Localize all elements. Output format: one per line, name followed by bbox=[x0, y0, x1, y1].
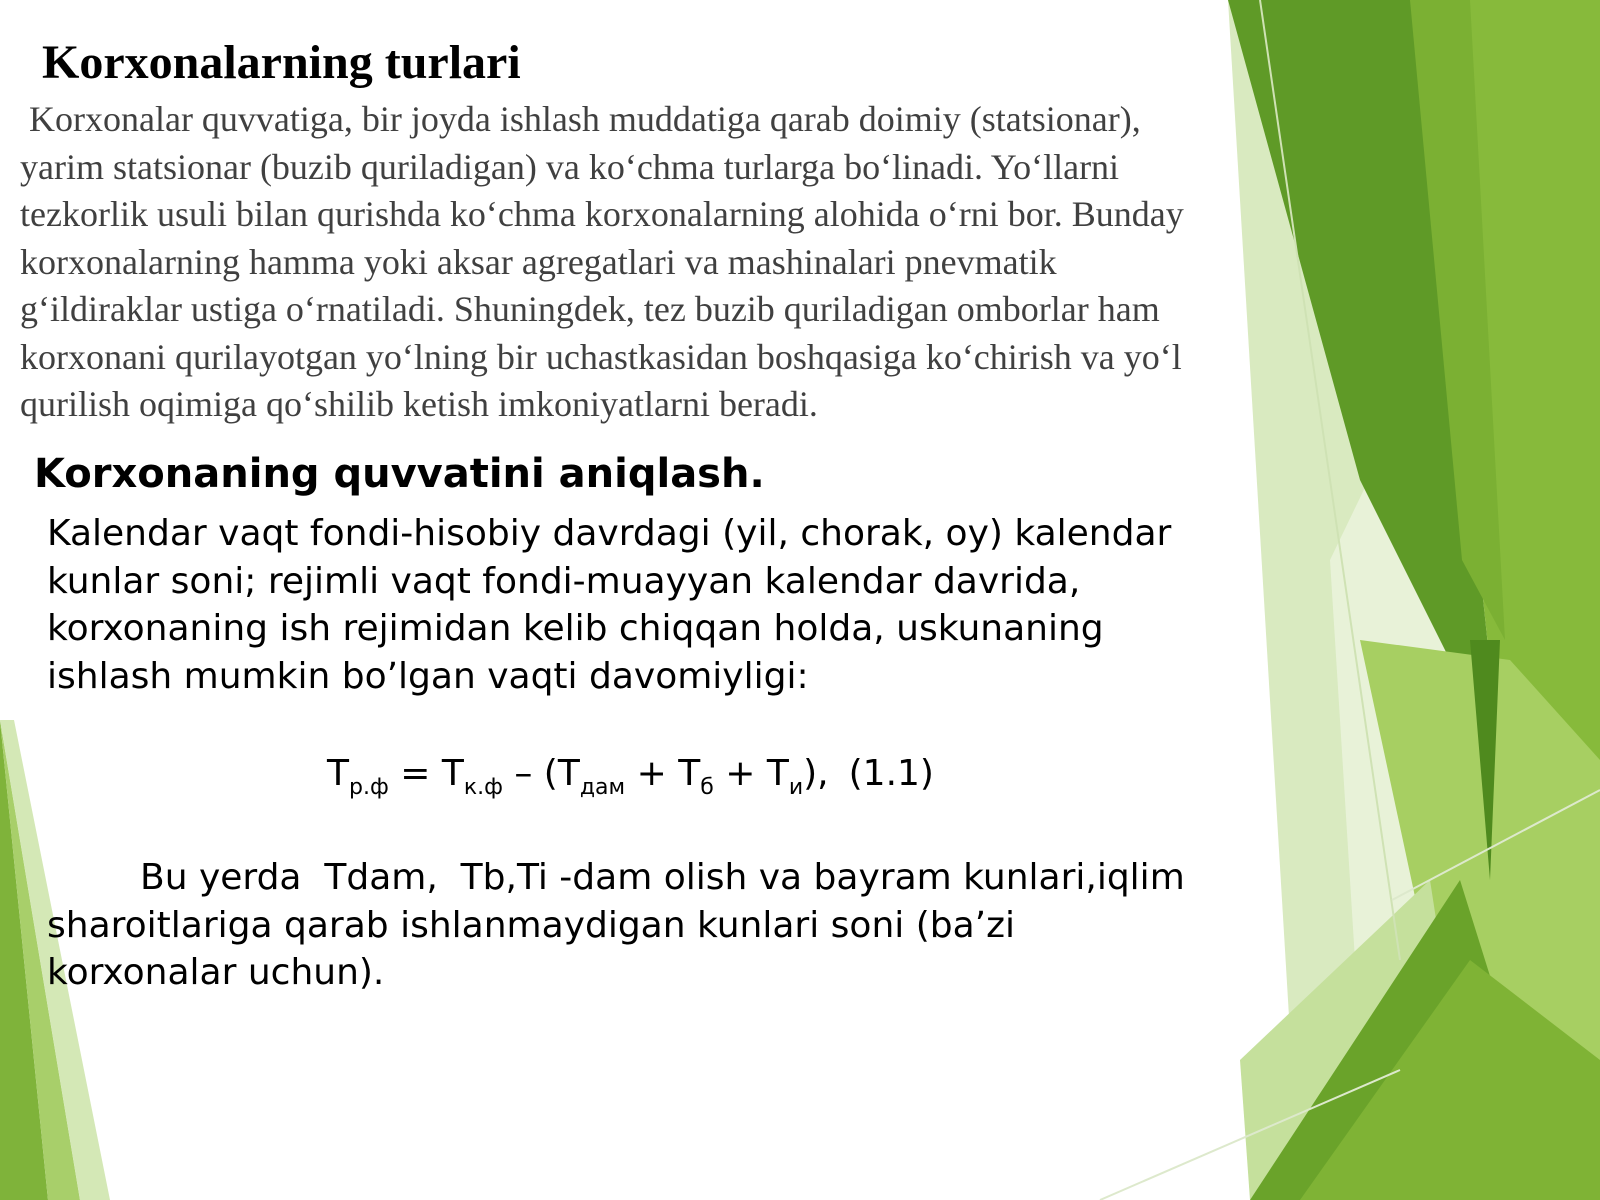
intro-line: tezkorlik usuli bilan qurishda ko‘chma korxonalarning alohida o‘rni bor. Bunday bbox=[20, 194, 1184, 234]
intro-line: korxonani qurilayotgan yo‘lning bir uchastkasidan boshqasiga ko‘chirish va yo‘l bbox=[20, 336, 1182, 377]
note-line: Bu yerda Tdam, Tb,Ti -dam olish va bayram kunlari,iqlim bbox=[140, 857, 1185, 898]
intro-paragraph bbox=[20, 96, 1320, 429]
formula-part: + T bbox=[625, 753, 701, 794]
formula-part: – (T bbox=[502, 753, 580, 794]
formula-part: ), bbox=[803, 753, 829, 794]
section-subtitle: Korxonaning quvvatini aniqlash. bbox=[34, 451, 765, 497]
formula-subscript: дам bbox=[579, 775, 626, 800]
slide-title: Korxonalarning turlari bbox=[42, 36, 521, 89]
formula-part: = T bbox=[388, 753, 464, 794]
definition-line: Kalendar vaqt fondi-hisobiy davrdagi (yil, chorak, oy) kalendar bbox=[47, 513, 1172, 554]
definition-line: korxonaning ish rejimidan kelib chiqqan holda, uskunaning bbox=[47, 608, 1104, 649]
intro-line: qurilish oqimiga qo‘shilib ketish imkoniyatlarni beradi. bbox=[20, 384, 818, 424]
formula-subscript: и bbox=[788, 775, 804, 800]
formula bbox=[327, 748, 934, 800]
formula-subscript: р.ф bbox=[349, 775, 389, 800]
note-line: korxonalar uchun). bbox=[47, 952, 385, 993]
formula-part: + T bbox=[713, 753, 789, 794]
definition-line: ishlash mumkin bo’lgan vaqti davomiyligi: bbox=[47, 655, 809, 697]
note-paragraph bbox=[47, 854, 1287, 997]
formula-number: (1.1) bbox=[848, 753, 934, 794]
formula-subscript: к.ф bbox=[463, 775, 503, 800]
definition-paragraph bbox=[47, 510, 1267, 700]
formula-subscript: б bbox=[700, 775, 714, 800]
intro-line: g‘ildiraklar ustiga o‘rnatiladi. Shuningdek, tez buzib quriladigan omborlar ham bbox=[20, 289, 1160, 329]
formula-part: T bbox=[327, 753, 349, 794]
intro-line: Korxonalar quvvatiga, bir joyda ishlash muddatiga qarab doimiy (statsionar), bbox=[20, 99, 1141, 139]
note-line: sharoitlariga qarab ishlanmaydigan kunlari soni (ba’zi bbox=[47, 904, 1016, 946]
intro-line: korxonalarning hamma yoki aksar agregatlari va mashinalari pnevmatik bbox=[20, 241, 1057, 282]
definition-line: kunlar soni; rejimli vaqt fondi-muayyan kalendar davrida, bbox=[47, 560, 1081, 602]
intro-line: yarim statsionar (buzib quriladigan) va ko‘chma turlarga bo‘linadi. Yo‘llarni bbox=[20, 146, 1120, 187]
